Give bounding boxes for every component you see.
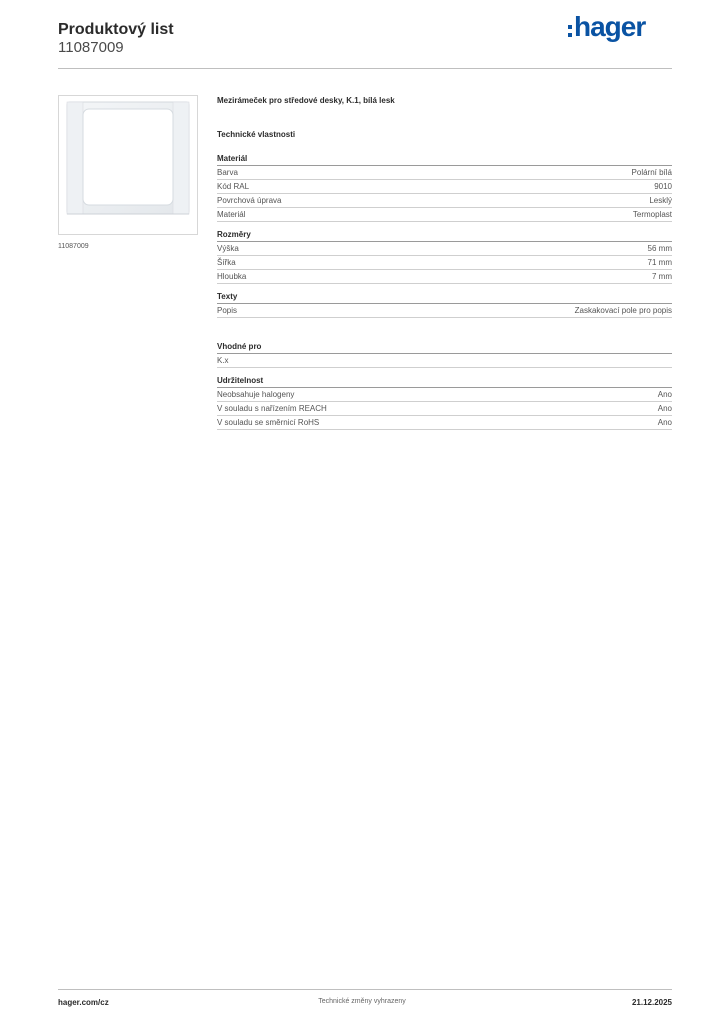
section-title: Rozměry	[217, 230, 672, 242]
table-row	[217, 354, 672, 368]
footer-website-link[interactable]: hager.com/cz	[58, 998, 109, 1007]
table-row	[217, 416, 672, 430]
section-sustainability	[217, 376, 672, 430]
footer-notice: Technické změny vyhrazeny	[318, 998, 406, 1005]
section-title: Vhodné pro	[217, 342, 672, 354]
footer-date: 21.12.2025	[631, 998, 672, 1007]
product-image	[58, 95, 198, 235]
row-label: Materiál	[217, 210, 246, 219]
section-material	[217, 154, 672, 222]
row-value: 7 mm	[652, 272, 672, 281]
header-divider	[58, 68, 672, 69]
footer-divider	[58, 989, 672, 990]
image-caption: 11087009	[58, 243, 89, 250]
hager-logo	[568, 13, 645, 41]
section-title: Udržitelnost	[217, 376, 672, 388]
row-label: V souladu s nařízením REACH	[217, 404, 327, 413]
row-label: V souladu se směrnicí RoHS	[217, 418, 320, 427]
logo-colon-icon	[568, 25, 572, 37]
product-code: 11087009	[58, 39, 124, 56]
row-value: Ano	[657, 404, 672, 413]
row-value: Lesklý	[649, 196, 672, 205]
section-texts	[217, 292, 672, 318]
table-row	[217, 242, 672, 256]
section-title: Texty	[217, 292, 672, 304]
frame-product-icon	[59, 96, 197, 234]
table-row	[217, 388, 672, 402]
table-row	[217, 270, 672, 284]
product-name: Mezirámeček pro středové desky, K.1, bílá lesk	[217, 96, 395, 105]
row-label: Šířka	[217, 258, 236, 267]
row-value: Zaskakovací pole pro popis	[574, 306, 672, 315]
row-label: Hloubka	[217, 272, 247, 281]
row-value: 71 mm	[647, 258, 672, 267]
table-row	[217, 166, 672, 180]
table-row	[217, 304, 672, 318]
row-label: K.x	[217, 356, 229, 365]
row-label: Popis	[217, 306, 238, 315]
product-details	[217, 96, 672, 438]
row-label: Výška	[217, 244, 239, 253]
table-row	[217, 256, 672, 270]
technical-properties-heading: Technické vlastnosti	[217, 130, 296, 139]
row-label: Barva	[217, 168, 238, 177]
row-value: Termoplast	[632, 210, 672, 219]
row-label: Povrchová úprava	[217, 196, 282, 205]
row-value: Ano	[657, 390, 672, 399]
row-value: 56 mm	[647, 244, 672, 253]
table-row	[217, 180, 672, 194]
page-title: Produktový list	[58, 21, 174, 38]
table-row	[217, 208, 672, 222]
logo-wordmark: hager	[574, 11, 646, 42]
section-title: Materiál	[217, 154, 672, 166]
table-row	[217, 402, 672, 416]
section-suitable-for	[217, 342, 672, 368]
table-row	[217, 194, 672, 208]
row-label: Kód RAL	[217, 182, 250, 191]
row-label: Neobsahuje halogeny	[217, 390, 295, 399]
row-value: Ano	[657, 418, 672, 427]
row-value: 9010	[654, 182, 672, 191]
section-dimensions	[217, 230, 672, 284]
row-value: Polární bílá	[631, 168, 672, 177]
